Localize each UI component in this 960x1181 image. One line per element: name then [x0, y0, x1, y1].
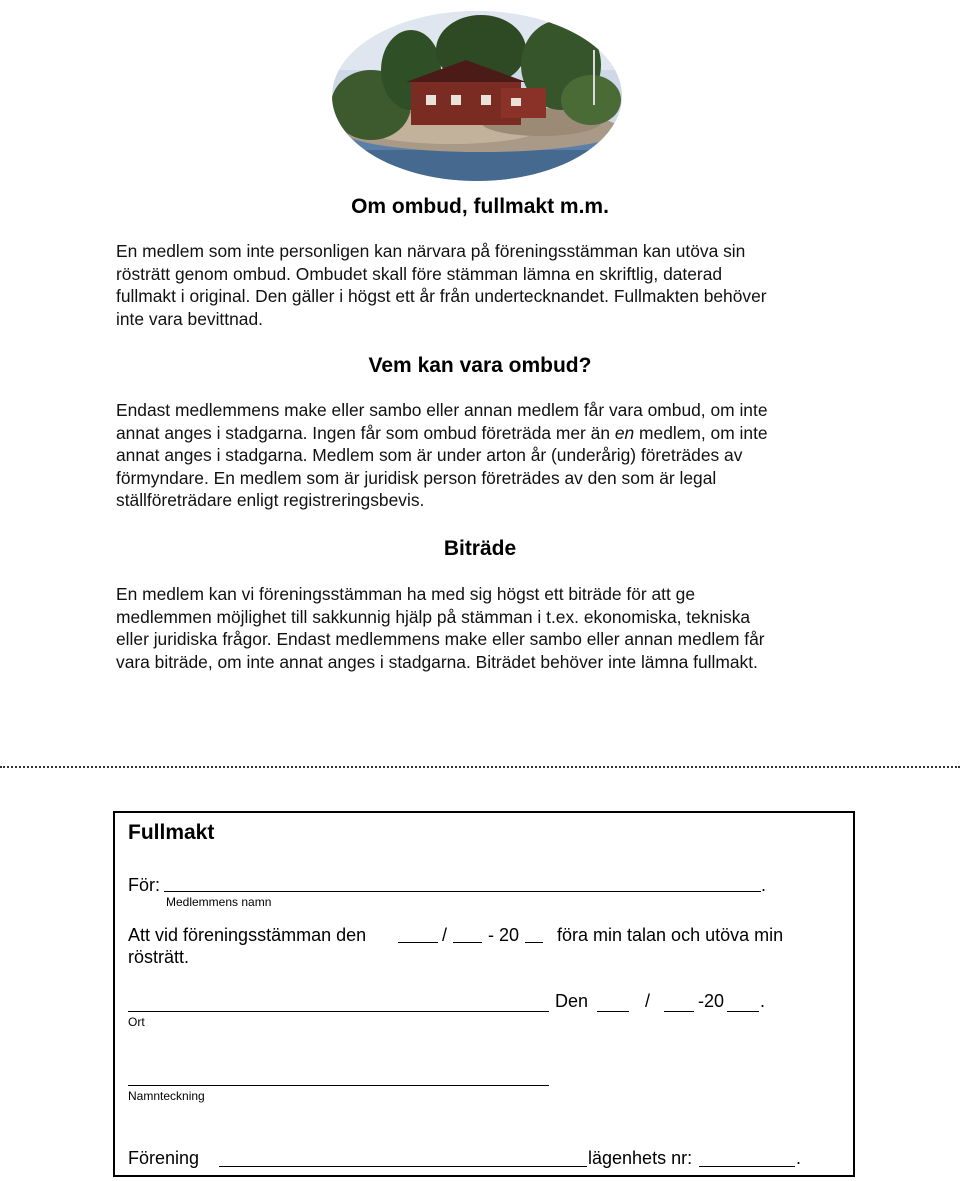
section-title-ombud-fullmakt: Om ombud, fullmakt m.m.	[351, 195, 609, 218]
signature-field[interactable]	[128, 1085, 549, 1086]
ort-caption: Ort	[128, 1015, 145, 1029]
ombud-paragraph	[116, 240, 856, 330]
den-end-period: .	[760, 991, 766, 1011]
sign-day-field[interactable]	[597, 1011, 629, 1012]
text-line: förmyndare. En medlem som är juridisk person företrädes av den som är legal	[116, 467, 717, 488]
text-line: rösträtt genom ombud. Ombudet skall före stämman lämna en skriftlig, daterad	[116, 263, 723, 284]
den-text: Den	[555, 991, 589, 1011]
text-line	[116, 422, 856, 445]
text-fragment: Ingen får som ombud företräda mer än	[307, 422, 615, 443]
cut-line-separator	[0, 766, 960, 768]
year20-text: -20	[698, 991, 725, 1011]
bitrade-paragraph	[116, 583, 856, 673]
form-title: Fullmakt	[128, 821, 215, 844]
section-title-vem-kan-vara-ombud: Vem kan vara ombud?	[368, 354, 592, 377]
for-end-period: .	[761, 875, 767, 895]
namnteckning-caption: Namnteckning	[128, 1089, 205, 1103]
slash2-text: /	[645, 991, 651, 1011]
text-line: ställföreträdare enligt registreringsbevis.	[116, 490, 425, 511]
vem-kan-vara-ombud-paragraph	[116, 399, 856, 512]
sign-year-field[interactable]	[727, 1011, 759, 1012]
emphasis-text: en	[614, 422, 635, 443]
text-line: vara biträde, om inte annat anges i stadgarna. Biträdet behöver inte lämna fullmakt.	[116, 651, 758, 672]
lagenhets-nr-field[interactable]	[699, 1166, 795, 1167]
rostratt-text: rösträtt.	[128, 947, 190, 967]
ort-field[interactable]	[128, 1011, 549, 1012]
text-line: inte vara bevittnad.	[116, 308, 263, 329]
text-line: eller juridiska frågor. Endast medlemmens make eller sambo eller annan medlem får	[116, 629, 765, 650]
section-title-bitrade: Biträde	[443, 537, 517, 560]
year-field[interactable]	[525, 942, 543, 943]
day-field[interactable]	[398, 942, 438, 943]
att-vid-text: Att vid föreningsstämman den	[128, 925, 367, 945]
forening-field[interactable]	[219, 1166, 587, 1167]
lagenhets-nr-label: lägenhets nr:	[588, 1148, 693, 1168]
text-line: Endast medlemmens make eller sambo eller annan medlem får vara ombud, om inte	[116, 400, 768, 420]
for-label: För:	[128, 875, 161, 895]
sign-month-field[interactable]	[664, 1011, 694, 1012]
fora-talan-text: föra min talan och utöva min	[557, 925, 784, 945]
year-prefix-text: - 20	[488, 925, 520, 945]
text-line: annat anges i stadgarna. Medlem som är under arton år (underårig) företrädes av	[116, 445, 743, 466]
island-house-photo	[331, 10, 623, 182]
lagenhets-end-period: .	[796, 1148, 802, 1168]
member-name-field[interactable]	[164, 891, 761, 892]
text-line: En medlem som inte personligen kan närvara på föreningsstämman kan utöva sin	[116, 241, 746, 261]
fullmakt-form	[113, 811, 855, 1177]
text-line: fullmakt i original. Den gäller i högst ett år från undertecknandet. Fullmakten behöver	[116, 286, 767, 307]
text-line: En medlem kan vi föreningsstämman ha med sig högst ett biträde för att ge	[116, 584, 696, 604]
text-line: medlemmen möjlighet till sakkunnig hjälp på stämman i t.ex. ekonomiska, tekniska	[116, 606, 751, 627]
slash-text: /	[442, 925, 448, 945]
month-field[interactable]	[453, 942, 482, 943]
member-name-caption: Medlemmens namn	[166, 895, 272, 909]
forening-label: Förening	[128, 1148, 200, 1168]
text-fragment: medlem, om inte	[634, 422, 768, 443]
text-fragment: annat anges i stadgarna.	[116, 422, 308, 443]
